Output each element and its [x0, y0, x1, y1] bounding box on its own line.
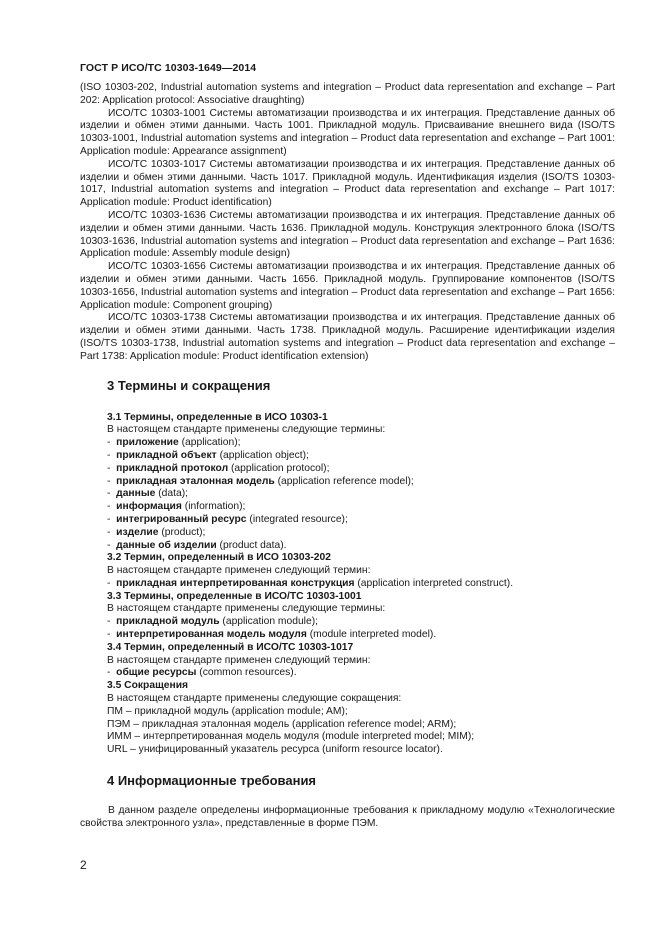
- term-english: (application);: [178, 437, 241, 449]
- term: информация: [116, 501, 182, 513]
- term: прикладной модуль: [116, 616, 220, 628]
- term: общие ресурсы: [116, 667, 197, 679]
- term-item: - прикладной протокол (application protocol);: [107, 462, 330, 474]
- reference-entry: ИСО/ТС 10303-1001 Системы автоматизации производства и их интеграция. Представление данных об изделии и обмен этими данными. Часть 1001. Прикладной модуль. Присваивание внешнего вида (ISO/TS 10303-1001, Industrial automation systems and integration – Product data representation and exchange – Part 1001: Application module: Appearance assignment): [80, 107, 615, 157]
- term-english: (application reference model);: [274, 475, 414, 487]
- subsection-3-4-heading: 3.4 Термин, определенный в ИСО/ТС 10303-1017: [107, 641, 354, 653]
- term-english: (application object);: [216, 449, 309, 461]
- section-4-paragraph: В данном разделе определены информационные требования к прикладному модулю «Технологические свойства электронного узла», представленные в форме ПЭМ.: [80, 805, 615, 829]
- term-item: - общие ресурсы (common resources).: [107, 667, 297, 679]
- term: прикладная эталонная модель: [116, 475, 275, 487]
- term-item: - изделие (product);: [107, 526, 206, 538]
- reference-entry: ИСО/ТС 10303-1636 Системы автоматизации производства и их интеграция. Представление данных об изделии и обмен этими данными. Часть 1636. Прикладной модуль. Конструкция электронного блока (ISO/TS 10303-1636, Industrial automation systems and integration – Product data representation and exchange – Part 1636: Application module: Assembly module design): [80, 209, 615, 260]
- term-english: (application interpreted construct).: [354, 577, 514, 589]
- term: данные: [116, 488, 156, 500]
- section-4-heading: 4 Информационные требования: [107, 773, 317, 789]
- term-item: - прикладная интерпретированная конструкция (application interpreted construct).: [107, 577, 514, 589]
- term-item: - данные об изделии (product data).: [107, 539, 287, 551]
- term-english: (product);: [158, 526, 206, 538]
- abbreviation-item: ИММ – интерпретированная модель модуля (module interpreted model; MIM);: [107, 731, 475, 743]
- reference-entry: ИСО/ТС 10303-1656 Системы автоматизации производства и их интеграция. Представление данных об изделии и обмен этими данными. Часть 1656. Прикладной модуль. Группирование компонентов (ISO/TS 10303-1656, Industrial automation systems and integration – Product data representation and exchange – Part 1656: Application module: Component grouping): [80, 261, 615, 311]
- term: прикладной протокол: [116, 462, 229, 474]
- subsection-3-1-heading: 3.1 Термины, определенные в ИСО 10303-1: [107, 411, 328, 423]
- subsection-intro: В настоящем стандарте применен следующий термин:: [107, 654, 371, 666]
- reference-entry: (ISO 10303-202, Industrial automation systems and integration – Product data representation and exchange – Part 202: Application protocol: Associative draughting): [80, 82, 615, 106]
- term-english: (application module);: [219, 616, 318, 628]
- document-header: ГОСТ Р ИСО/ТС 10303-1649—2014: [80, 62, 257, 74]
- term-item: - интерпретированная модель модуля (module interpreted model).: [107, 629, 437, 641]
- term: изделие: [116, 526, 159, 538]
- subsection-intro: В настоящем стандарте применены следующие термины:: [107, 603, 386, 615]
- term: прикладной объект: [116, 449, 217, 461]
- reference-entry: ИСО/ТС 10303-1017 Системы автоматизации производства и их интеграция. Представление данных об изделии и обмен этими данными. Часть 1017. Прикладной модуль. Идентификация изделия (ISO/TS 10303-1017, Industrial automation systems and integration – Product data representation and exchange – Part 1017: Application module: Product identification): [80, 158, 615, 209]
- reference-entry: ИСО/ТС 10303-1738 Системы автоматизации производства и их интеграция. Представление данных об изделии и обмен этими данными. Часть 1738. Прикладной модуль. Расширение идентификации изделия (ISO/TS 10303-1738, Industrial automation systems and integration – Product data representation and exchange – Part 1738: Application module: Product identification extension): [80, 312, 615, 362]
- section-3-heading: 3 Термины и сокращения: [107, 377, 271, 393]
- term: прикладная интерпретированная конструкция: [116, 577, 355, 589]
- term-english: (data);: [155, 488, 189, 500]
- term-item: - данные (data);: [107, 488, 189, 500]
- term-item: - прикладная эталонная модель (application reference model);: [107, 475, 414, 487]
- term: данные об изделии: [116, 539, 217, 551]
- page-number: 2: [80, 858, 87, 872]
- term: приложение: [116, 437, 179, 449]
- term-item: - прикладной модуль (application module);: [107, 616, 318, 628]
- subsection-intro: В настоящем стандарте применен следующий термин:: [107, 565, 371, 577]
- subsection-intro: В настоящем стандарте применены следующие термины:: [107, 424, 386, 436]
- term-item: - приложение (application);: [107, 437, 241, 449]
- term-item: - информация (information);: [107, 501, 246, 513]
- subsection-intro: В настоящем стандарте применены следующие сокращения:: [107, 693, 402, 705]
- term: интерпретированная модель модуля: [116, 629, 307, 641]
- subsection-3-2-heading: 3.2 Термин, определенный в ИСО 10303-202: [107, 552, 331, 564]
- term-english: (module interpreted model).: [306, 629, 437, 641]
- term-english: (information);: [181, 501, 246, 513]
- abbreviation-item: ПМ – прикладной модуль (application module; AM);: [107, 705, 348, 717]
- abbreviation-item: URL – унифицированный указатель ресурса (uniform resource locator).: [107, 744, 443, 756]
- term-item: - прикладной объект (application object);: [107, 449, 309, 461]
- term: интегрированный ресурс: [116, 513, 247, 525]
- term-english: (product data).: [216, 539, 287, 551]
- term-english: (common resources).: [196, 667, 297, 679]
- page-content: [80, 82, 615, 831]
- abbreviation-item: ПЭМ – прикладная эталонная модель (application reference model; ARM);: [107, 718, 457, 730]
- term-english: (integrated resource);: [246, 513, 348, 525]
- term-item: - интегрированный ресурс (integrated resource);: [107, 513, 348, 525]
- term-english: (application protocol);: [228, 462, 330, 474]
- subsection-3-5-heading: 3.5 Сокращения: [107, 680, 189, 692]
- subsection-3-3-heading: 3.3 Термины, определенные в ИСО/ТС 10303-1001: [107, 590, 362, 602]
